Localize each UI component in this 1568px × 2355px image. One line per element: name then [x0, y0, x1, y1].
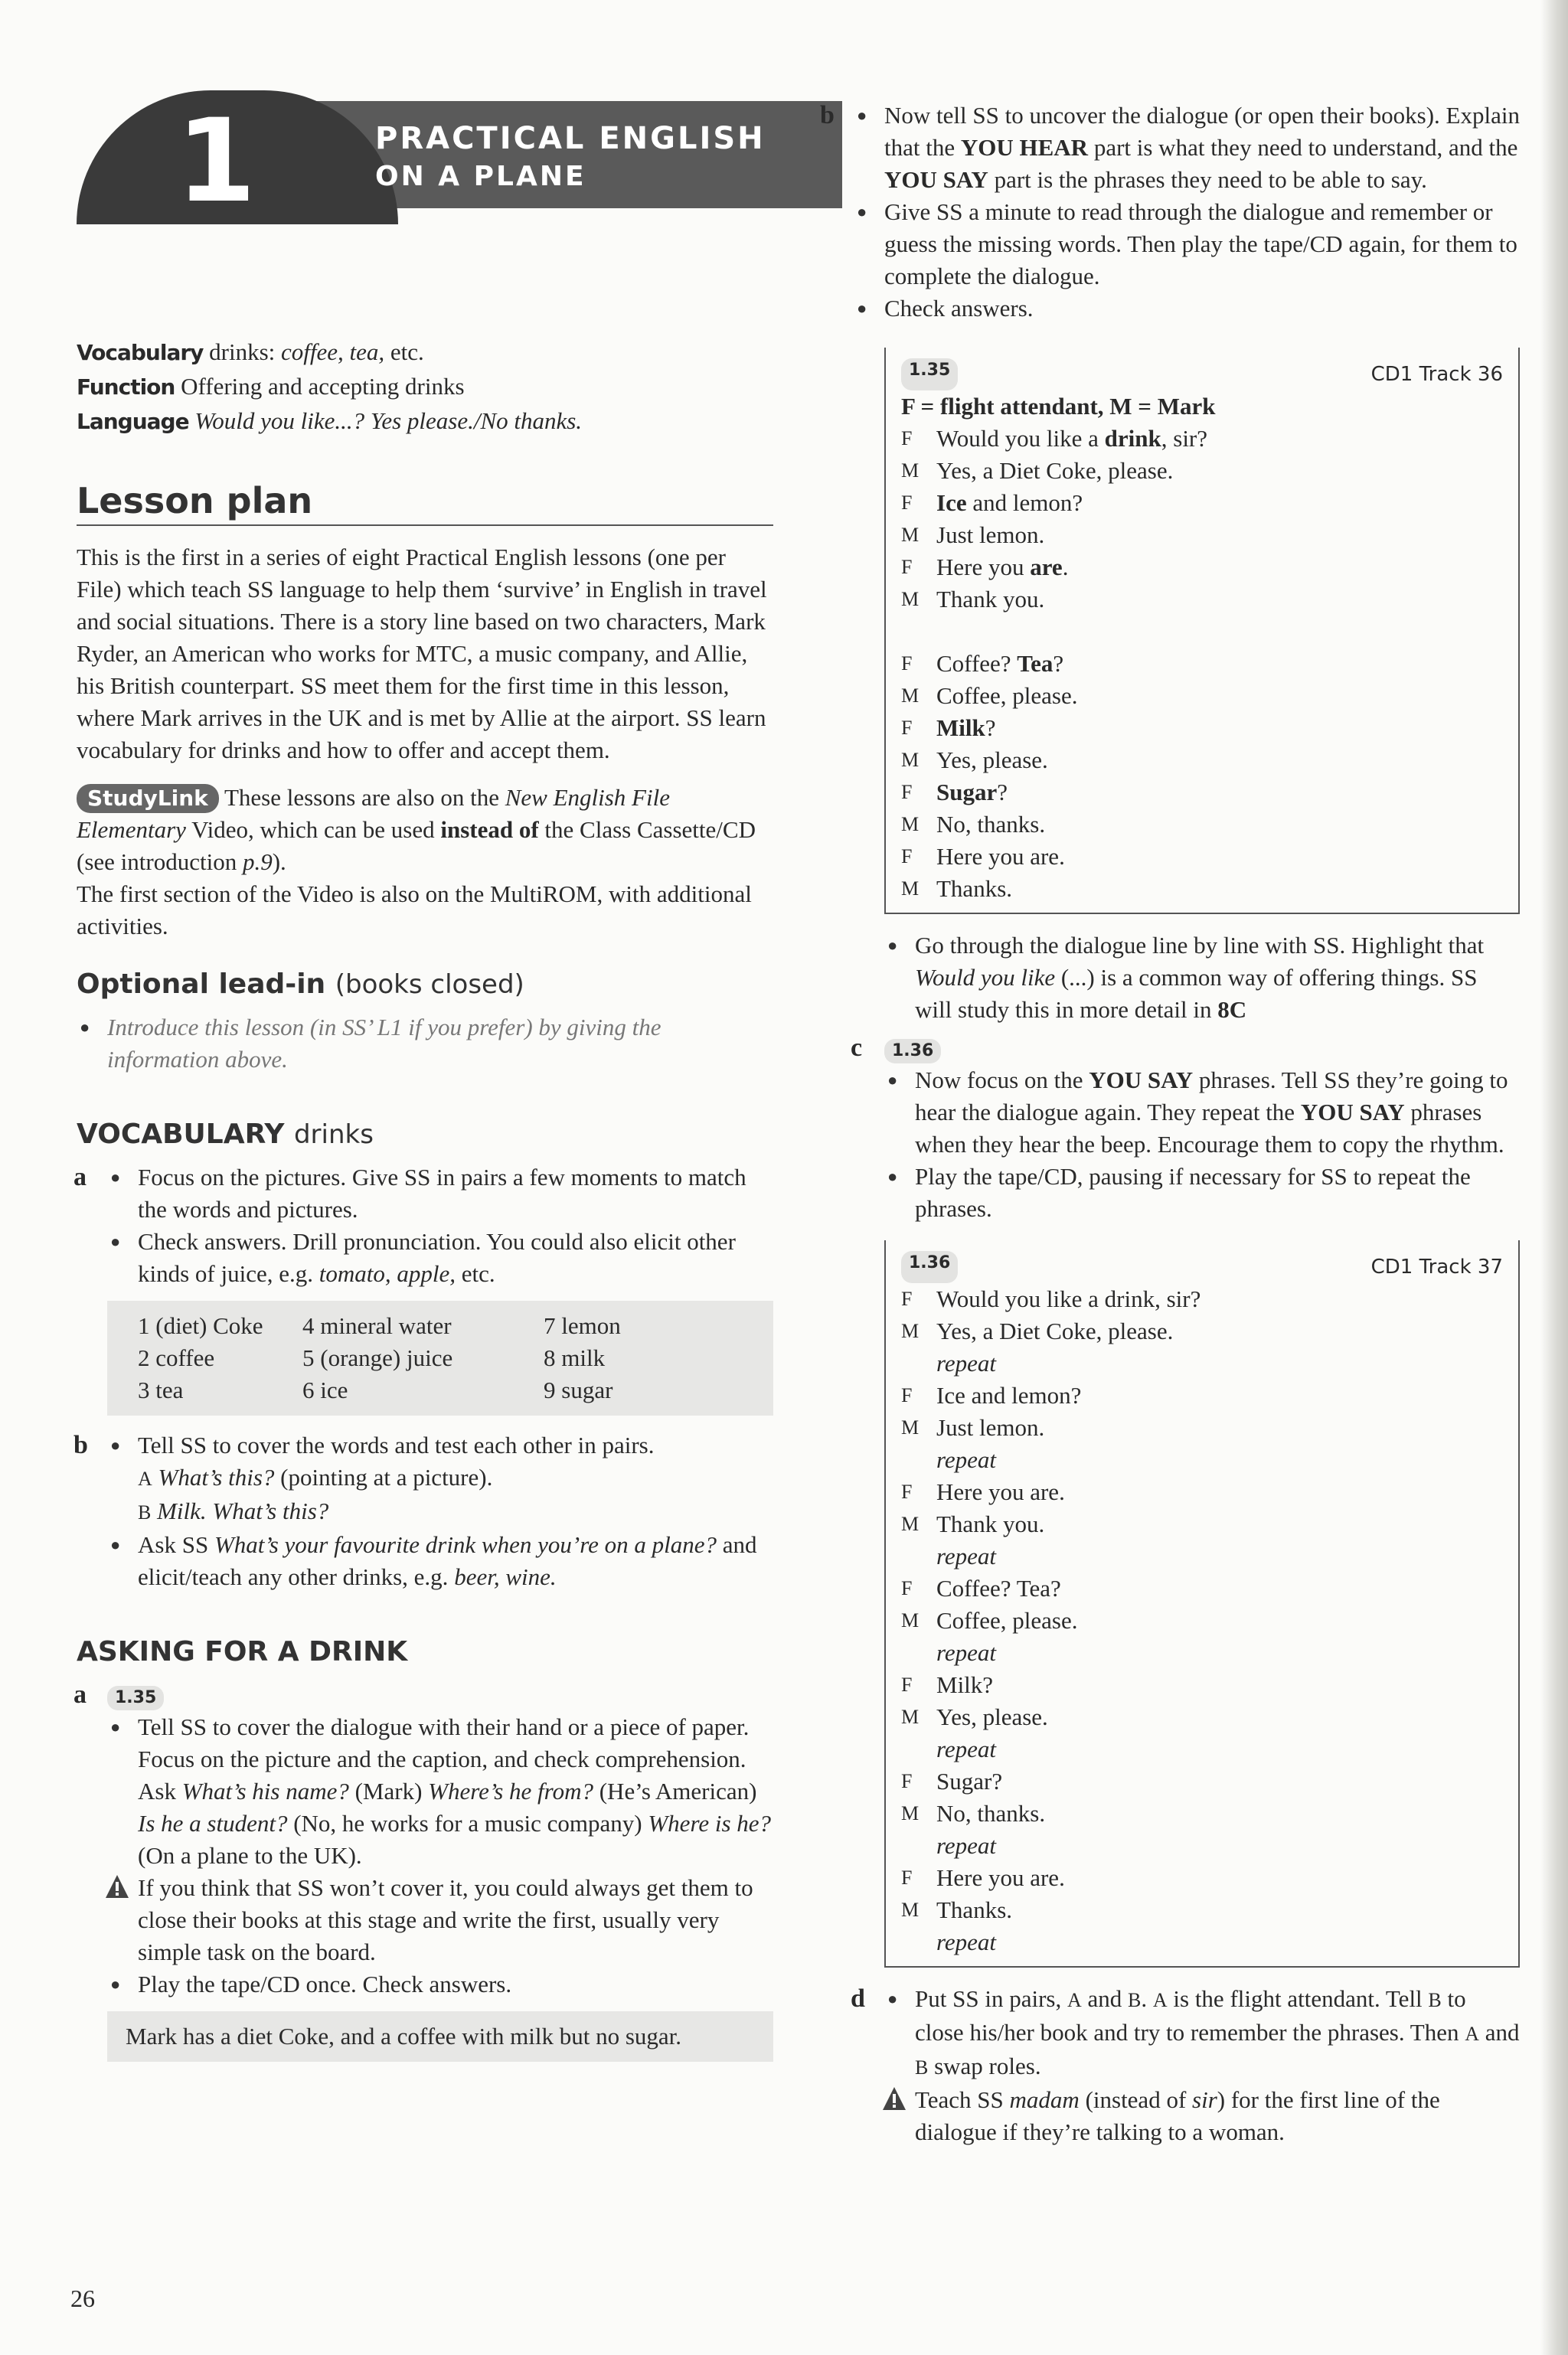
transcript-line: F Milk?: [901, 1671, 994, 1698]
warning-note-madam: Teach SS madam (instead of sir) for the first line of the dialogue if they’re talking to a woman.: [884, 2084, 1520, 2148]
lesson-intro: This is the first in a series of eight Practical English lessons (one per File) which teach SS language to help them ‘survive’ in English in travel and social situations. There is a story line based on two characters, Mark Ryder, an American who works for MTC, a music company, and Allie, his British counterpart. SS meet them for the first time in this lesson, where Mark arrives in the UK and is met by Allie at the airport. SS learn vocabulary for drinks and how to offer and accept them.: [77, 544, 767, 763]
vocab-cell: 4 mineral water: [302, 1312, 452, 1339]
vocab-cell: 3 tea: [138, 1377, 184, 1403]
lesson-title: [375, 119, 766, 196]
transcript-line: M Coffee, please.: [901, 682, 1078, 709]
transcript-line: M Yes, please.: [901, 746, 1048, 773]
transcript-line: M Yes, a Diet Coke, please.: [901, 1318, 1174, 1344]
transcript-line: F Sugar?: [901, 1768, 1003, 1795]
vocab-cell: 7 lemon: [544, 1312, 621, 1339]
transcript-1-36: 1.36 CD1 Track 37 F Would you like a drink, sir? M Yes, a Diet Coke, please. repeat F Ice and lemon? M Just lemon. repeat F Here you are. M Thank you. repeat F Coffee? Tea? M Coffee, please. repeat F Milk? M Yes, please. repeat F Sugar? M No, thanks. repeat F Here you are. M Thanks. repeat: [884, 1240, 1520, 1968]
leadin-heading: Optional lead-in (books closed): [77, 968, 524, 1000]
lesson-badge: [77, 90, 773, 228]
warning-note: If you think that SS won’t cover it, you could always get them to close their books at this stage and write the first, usually very simple task on the board.: [107, 1872, 773, 1968]
transcript-line: M Just lemon.: [901, 1414, 1045, 1441]
section-c: c 1.36 ● Now focus on the YOU SAY phrases. Tell SS they’re going to hear the dialogue again. They repeat the YOU SAY phrases when they hear the beep. Encourage them to copy the rhythm. ● Play the tape/CD, pausing if necessary for SS to repeat the phrases.: [884, 1032, 1520, 1225]
lesson-meta: [77, 335, 773, 439]
title-line-1: PRACTICAL ENGLISH: [375, 121, 766, 156]
transcript-line: F Milk?: [901, 714, 996, 741]
transcript-line: F Coffee? Tea?: [901, 650, 1064, 677]
transcript-line: M Thank you.: [901, 1511, 1045, 1537]
repeat-cue: repeat: [936, 1736, 997, 1762]
meta-language: Language Would you like...? Yes please./No thanks.: [77, 407, 583, 434]
transcript-line: M Just lemon.: [901, 521, 1045, 548]
vocab-cell: 9 sugar: [544, 1377, 613, 1403]
vocabulary-b: b ● Tell SS to cover the words and test each other in pairs. A What’s this? (pointing at a picture). B Milk. What’s this? ● Ask SS What’s your favourite drink when you’re on a plane? and elicit/teach any other drinks, e.g. beer, wine.: [107, 1429, 773, 1593]
studylink-badge: StudyLink: [77, 784, 219, 813]
vocab-cell: 1 (diet) Coke: [138, 1312, 263, 1339]
page-gutter-shadow: [1540, 0, 1568, 2355]
section-b-followup: ● Go through the dialogue line by line with SS. Highlight that Would you like (...) is a common way of offering things. SS will study this in more detail in 8C: [884, 929, 1520, 1026]
vocabulary-answers: [107, 1301, 773, 1416]
transcript-line: M Thanks.: [901, 1896, 1013, 1923]
repeat-cue: repeat: [936, 1929, 997, 1955]
transcript-line: M No, thanks.: [901, 811, 1046, 838]
repeat-cue: repeat: [936, 1350, 997, 1377]
multirom-note: The first section of the Video is also on the MultiROM, with additional activities.: [77, 880, 752, 939]
transcript-line: F Ice and lemon?: [901, 1382, 1082, 1409]
section-b: b ● Now tell SS to uncover the dialogue (or open their books). Explain that the YOU HEAR part is what they need to understand, and the YOU SAY part is the phrases they need to be able to say. ● Give SS a minute to read through the dialogue and remember or guess the missing words. Then play the tape/CD again, for them to complete the dialogue. ● Check answers.: [854, 100, 1520, 325]
right-column: [820, 100, 1520, 2148]
transcript-line: M Thank you.: [901, 586, 1045, 612]
transcript-line: F Coffee? Tea?: [901, 1575, 1061, 1602]
vocabulary-heading: VOCABULARY drinks: [77, 1119, 374, 1150]
lesson-plan-heading: Lesson plan: [77, 485, 773, 526]
warning-icon: [881, 2086, 907, 2120]
page-number: 26: [70, 2285, 95, 2312]
transcript-line: F Here you are.: [901, 1478, 1065, 1505]
transcript-line: M Yes, a Diet Coke, please.: [901, 457, 1174, 484]
lesson-number: 1: [176, 95, 256, 228]
vocab-cell: 2 coffee: [138, 1344, 215, 1371]
repeat-cue: repeat: [936, 1639, 997, 1666]
studylink-paragraph: StudyLink These lessons are also on the New English File Elementary Video, which can be used instead of the Class Cassette/CD (see introduction p.9).: [77, 784, 756, 875]
transcript-line: F Here you are.: [901, 1864, 1065, 1891]
asking-answer: Mark has a diet Coke, and a coffee with milk but no sugar.: [107, 2011, 773, 2062]
audio-tag: 1.35: [107, 1686, 164, 1710]
leadin-text: ● Introduce this lesson (in SS’ L1 if you prefer) by giving the information above.: [77, 1011, 773, 1076]
transcript-line: M Coffee, please.: [901, 1607, 1078, 1634]
vocab-cell: 5 (orange) juice: [302, 1344, 453, 1371]
transcript-line: F Here you are.: [901, 554, 1069, 580]
asking-heading: ASKING FOR A DRINK: [77, 1636, 408, 1667]
transcript-line: F Ice and lemon?: [901, 489, 1083, 516]
asking-a: a 1.35 ● Tell SS to cover the dialogue with their hand or a piece of paper. Focus on the picture and the caption, and check comprehension. Ask What’s his name? (Mark) Where’s he from? (He’s American) Is he a student? (No, he works for a music company) Where is he? (On a plane to the UK). If you think that SS won’t cover it, you could always get them to close their books at this stage and write the first, usually very simple task on the board. ● Play the tape/CD once. Check answers.: [107, 1679, 773, 2001]
meta-vocabulary: Vocabulary drinks: coffee, tea, etc.: [77, 338, 424, 365]
left-column: [74, 90, 773, 2076]
transcript-line: M Thanks.: [901, 875, 1013, 902]
title-line-2: ON A PLANE: [375, 161, 586, 192]
warning-icon: [104, 1873, 130, 1908]
meta-function: Function Offering and accepting drinks: [77, 373, 465, 400]
transcript-1-35: 1.35 CD1 Track 36 F = flight attendant, M = Mark F Would you like a drink, sir? M Yes, a Diet Coke, please. F Ice and lemon? M Just lemon. F Here you are. M Thank you. F Coffee? Tea? M Coffee, please. F Milk? M Yes, please. F Sugar? M No, thanks. F Here you are. M Thanks.: [884, 348, 1520, 914]
transcript-line: M Yes, please.: [901, 1703, 1048, 1730]
transcript-line: M No, thanks.: [901, 1800, 1046, 1827]
repeat-cue: repeat: [936, 1832, 997, 1859]
transcript-line: F Here you are.: [901, 843, 1065, 870]
repeat-cue: repeat: [936, 1446, 997, 1473]
transcript-line: [901, 616, 1518, 648]
section-d: d ● Put SS in pairs, A and B. A is the flight attendant. Tell B to close his/her book and try to remember the phrases. Then A and B swap roles. Teach SS madam (instead of sir) for the first line of the dialogue if they’re talking to a woman.: [884, 1983, 1520, 2148]
repeat-cue: repeat: [936, 1543, 997, 1569]
vocab-cell: 6 ice: [302, 1377, 348, 1403]
vocabulary-a: a ● Focus on the pictures. Give SS in pairs a few moments to match the words and pictures. ● Check answers. Drill pronunciation. You could also elicit other kinds of juice, e.g. tomato, apple, etc.: [107, 1161, 773, 1290]
transcript-line: F Sugar?: [901, 779, 1008, 805]
transcript-line: F Would you like a drink, sir?: [901, 425, 1208, 452]
vocab-cell: 8 milk: [544, 1344, 606, 1371]
transcript-line: F Would you like a drink, sir?: [901, 1285, 1201, 1312]
